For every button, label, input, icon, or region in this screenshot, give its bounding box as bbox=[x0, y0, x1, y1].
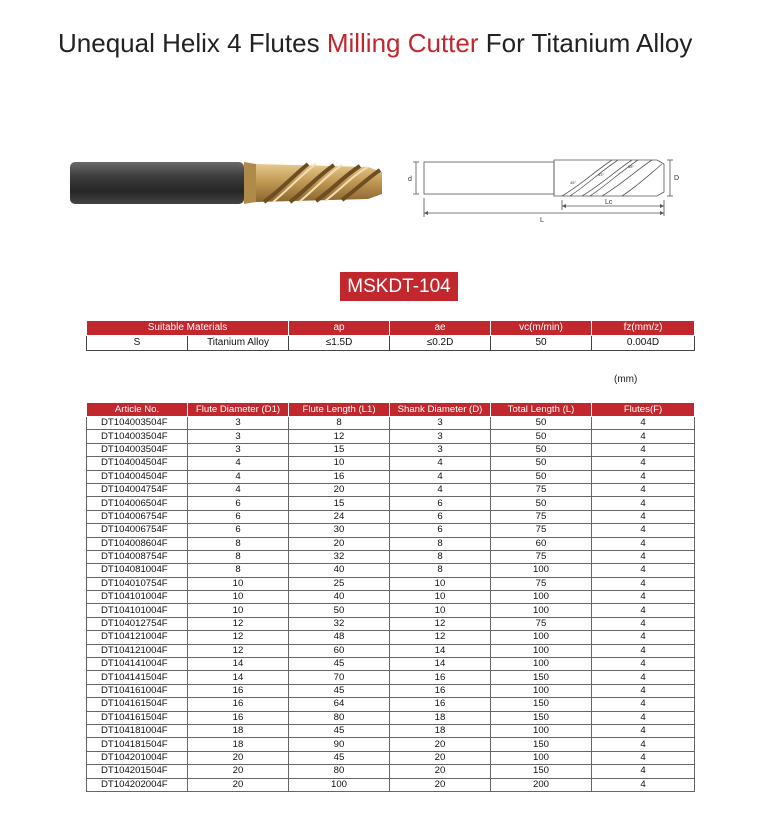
table-cell: 100 bbox=[289, 778, 390, 791]
table-cell: DT104101004F bbox=[87, 604, 188, 617]
table-cell: 4 bbox=[592, 483, 695, 496]
spec-header-cell: Article No. bbox=[87, 403, 188, 417]
table-cell: 50 bbox=[491, 430, 592, 443]
table-cell: 60 bbox=[289, 644, 390, 657]
spec-table-body bbox=[87, 417, 695, 792]
table-cell: 45 bbox=[289, 658, 390, 671]
table-cell: 50 bbox=[491, 457, 592, 470]
table-cell: 12 bbox=[188, 644, 289, 657]
table-cell: 16 bbox=[188, 684, 289, 697]
table-cell: 10 bbox=[188, 591, 289, 604]
table-cell: 200 bbox=[491, 778, 592, 791]
table-cell: DT104181504F bbox=[87, 738, 188, 751]
table-cell: DT104081004F bbox=[87, 564, 188, 577]
table-cell: 4 bbox=[592, 443, 695, 456]
table-cell: 4 bbox=[390, 470, 491, 483]
conditions-cell: ≤0.2D bbox=[390, 336, 491, 351]
table-row bbox=[87, 698, 695, 711]
table-cell: 6 bbox=[390, 510, 491, 523]
table-cell: 10 bbox=[188, 577, 289, 590]
table-cell: 4 bbox=[592, 577, 695, 590]
table-cell: 4 bbox=[592, 591, 695, 604]
table-cell: 3 bbox=[390, 443, 491, 456]
conditions-cell: 50 bbox=[491, 336, 592, 351]
table-cell: 100 bbox=[491, 684, 592, 697]
drawing-label-Lc: Lc bbox=[605, 199, 613, 206]
table-cell: DT104121004F bbox=[87, 644, 188, 657]
table-cell: 64 bbox=[289, 698, 390, 711]
table-cell: 75 bbox=[491, 524, 592, 537]
table-cell: DT104201504F bbox=[87, 765, 188, 778]
table-cell: 15 bbox=[289, 443, 390, 456]
table-cell: 10 bbox=[289, 457, 390, 470]
table-cell: 6 bbox=[390, 497, 491, 510]
table-cell: 8 bbox=[188, 550, 289, 563]
table-cell: 18 bbox=[390, 724, 491, 737]
table-cell: 100 bbox=[491, 644, 592, 657]
conditions-header-fz: fz(mm/z) bbox=[592, 321, 695, 336]
table-cell: DT104121004F bbox=[87, 631, 188, 644]
table-cell: 14 bbox=[390, 658, 491, 671]
table-cell: 4 bbox=[592, 417, 695, 430]
table-cell: DT104161004F bbox=[87, 684, 188, 697]
table-cell: 24 bbox=[289, 510, 390, 523]
unit-label: (mm) bbox=[614, 374, 638, 385]
drawing-label-D: D bbox=[674, 175, 680, 182]
table-cell: 100 bbox=[491, 604, 592, 617]
drawing-label-angle1: 45° bbox=[570, 180, 577, 185]
table-cell: 100 bbox=[491, 631, 592, 644]
table-cell: 20 bbox=[390, 765, 491, 778]
page-title bbox=[58, 28, 718, 59]
table-cell: DT104006754F bbox=[87, 510, 188, 523]
table-cell: 15 bbox=[289, 497, 390, 510]
title-text-end: For Titanium Alloy bbox=[478, 28, 693, 58]
specifications-table bbox=[86, 402, 695, 792]
table-cell: 48 bbox=[289, 631, 390, 644]
table-cell: 20 bbox=[289, 483, 390, 496]
table-row bbox=[87, 617, 695, 630]
table-cell: 45 bbox=[289, 724, 390, 737]
conditions-cell: 0.004D bbox=[592, 336, 695, 351]
table-cell: 16 bbox=[390, 698, 491, 711]
table-cell: 20 bbox=[390, 778, 491, 791]
table-cell: DT104202004F bbox=[87, 778, 188, 791]
table-row bbox=[87, 644, 695, 657]
table-row bbox=[87, 537, 695, 550]
table-row bbox=[87, 577, 695, 590]
table-cell: 50 bbox=[289, 604, 390, 617]
table-cell: 100 bbox=[491, 658, 592, 671]
table-row bbox=[87, 765, 695, 778]
table-row bbox=[87, 510, 695, 523]
table-cell: 4 bbox=[188, 470, 289, 483]
table-cell: 4 bbox=[592, 497, 695, 510]
table-row bbox=[87, 564, 695, 577]
table-cell: 50 bbox=[491, 443, 592, 456]
table-cell: 4 bbox=[592, 524, 695, 537]
conditions-cell: S bbox=[87, 336, 188, 351]
table-cell: 6 bbox=[390, 524, 491, 537]
table-cell: 25 bbox=[289, 577, 390, 590]
table-cell: DT104004504F bbox=[87, 470, 188, 483]
table-cell: 4 bbox=[592, 671, 695, 684]
conditions-header-ap: ap bbox=[289, 321, 390, 336]
table-cell: 4 bbox=[592, 658, 695, 671]
table-cell: 4 bbox=[592, 698, 695, 711]
table-cell: DT104008604F bbox=[87, 537, 188, 550]
table-cell: 14 bbox=[390, 644, 491, 657]
table-cell: 8 bbox=[390, 537, 491, 550]
drawing-label-angle3: 38° bbox=[628, 164, 635, 169]
table-cell: 16 bbox=[390, 671, 491, 684]
table-cell: 150 bbox=[491, 711, 592, 724]
table-cell: 20 bbox=[390, 738, 491, 751]
table-cell: 12 bbox=[390, 631, 491, 644]
end-mill-photo bbox=[68, 158, 384, 208]
table-cell: 100 bbox=[491, 564, 592, 577]
table-cell: 50 bbox=[491, 417, 592, 430]
table-cell: 10 bbox=[390, 577, 491, 590]
table-cell: 75 bbox=[491, 510, 592, 523]
table-row bbox=[87, 738, 695, 751]
table-cell: 32 bbox=[289, 550, 390, 563]
table-cell: DT104161504F bbox=[87, 698, 188, 711]
table-cell: 3 bbox=[390, 417, 491, 430]
conditions-header-ae: ae bbox=[390, 321, 491, 336]
drawing-label-angle2: 43° bbox=[598, 172, 605, 177]
table-cell: 4 bbox=[592, 738, 695, 751]
table-cell: 80 bbox=[289, 711, 390, 724]
table-cell: 14 bbox=[188, 671, 289, 684]
table-cell: 4 bbox=[592, 537, 695, 550]
title-text-start: Unequal Helix 4 Flutes bbox=[58, 28, 327, 58]
table-cell: 8 bbox=[289, 417, 390, 430]
table-cell: 150 bbox=[491, 738, 592, 751]
table-cell: 20 bbox=[390, 751, 491, 764]
table-cell: 4 bbox=[592, 617, 695, 630]
table-cell: 20 bbox=[188, 751, 289, 764]
table-cell: 4 bbox=[592, 550, 695, 563]
table-cell: 70 bbox=[289, 671, 390, 684]
table-cell: 12 bbox=[188, 617, 289, 630]
spec-header-cell: Total Length (L) bbox=[491, 403, 592, 417]
spec-header-cell: Shank Diameter (D) bbox=[390, 403, 491, 417]
table-cell: DT104161504F bbox=[87, 711, 188, 724]
table-cell: 4 bbox=[592, 470, 695, 483]
table-row bbox=[87, 497, 695, 510]
table-cell: 3 bbox=[188, 430, 289, 443]
table-row bbox=[87, 751, 695, 764]
table-row bbox=[87, 671, 695, 684]
table-cell: 4 bbox=[592, 457, 695, 470]
table-row bbox=[87, 591, 695, 604]
table-cell: 4 bbox=[592, 430, 695, 443]
table-row bbox=[87, 457, 695, 470]
table-cell: 8 bbox=[390, 550, 491, 563]
table-row bbox=[87, 724, 695, 737]
table-cell: 6 bbox=[188, 524, 289, 537]
table-cell: 100 bbox=[491, 751, 592, 764]
table-cell: DT104003504F bbox=[87, 443, 188, 456]
table-row bbox=[87, 631, 695, 644]
table-cell: 4 bbox=[592, 684, 695, 697]
table-row bbox=[87, 711, 695, 724]
table-cell: 6 bbox=[188, 510, 289, 523]
table-cell: 10 bbox=[188, 604, 289, 617]
table-cell: 4 bbox=[592, 631, 695, 644]
table-cell: 8 bbox=[390, 564, 491, 577]
table-cell: 18 bbox=[390, 711, 491, 724]
table-row bbox=[87, 483, 695, 496]
title-accent-text: Milling Cutter bbox=[326, 28, 479, 58]
table-cell: 4 bbox=[592, 564, 695, 577]
conditions-header-materials: Suitable Materials bbox=[87, 321, 289, 336]
table-cell: 3 bbox=[390, 430, 491, 443]
table-cell: 150 bbox=[491, 698, 592, 711]
table-cell: 16 bbox=[188, 711, 289, 724]
table-cell: 32 bbox=[289, 617, 390, 630]
table-cell: 40 bbox=[289, 564, 390, 577]
table-cell: 60 bbox=[491, 537, 592, 550]
table-cell: 12 bbox=[188, 631, 289, 644]
conditions-header-vc: vc(m/min) bbox=[491, 321, 592, 336]
table-cell: 6 bbox=[188, 497, 289, 510]
table-cell: 4 bbox=[188, 457, 289, 470]
table-row bbox=[87, 604, 695, 617]
conditions-header-row bbox=[87, 321, 695, 336]
table-row bbox=[87, 524, 695, 537]
table-row bbox=[87, 550, 695, 563]
spec-header-cell: Flutes(F) bbox=[592, 403, 695, 417]
table-cell: 150 bbox=[491, 765, 592, 778]
table-cell: DT104012754F bbox=[87, 617, 188, 630]
table-cell: 16 bbox=[188, 698, 289, 711]
table-cell: DT104181004F bbox=[87, 724, 188, 737]
table-cell: DT104003504F bbox=[87, 430, 188, 443]
table-cell: DT104010754F bbox=[87, 577, 188, 590]
table-cell: 4 bbox=[592, 604, 695, 617]
table-cell: DT104101004F bbox=[87, 591, 188, 604]
table-cell: 4 bbox=[592, 751, 695, 764]
table-cell: 75 bbox=[491, 577, 592, 590]
shank-body bbox=[70, 162, 244, 204]
table-cell: DT104006504F bbox=[87, 497, 188, 510]
table-cell: 50 bbox=[491, 470, 592, 483]
table-row bbox=[87, 470, 695, 483]
table-cell: 75 bbox=[491, 550, 592, 563]
table-cell: 4 bbox=[592, 711, 695, 724]
table-cell: 8 bbox=[188, 537, 289, 550]
spec-header-row bbox=[87, 403, 695, 417]
table-cell: 75 bbox=[491, 483, 592, 496]
table-cell: 20 bbox=[188, 765, 289, 778]
table-cell: 45 bbox=[289, 684, 390, 697]
table-row bbox=[87, 658, 695, 671]
table-row bbox=[87, 430, 695, 443]
table-cell: DT104008754F bbox=[87, 550, 188, 563]
table-cell: 14 bbox=[188, 658, 289, 671]
table-cell: 3 bbox=[188, 417, 289, 430]
table-cell: 100 bbox=[491, 591, 592, 604]
table-cell: DT104003504F bbox=[87, 417, 188, 430]
table-row bbox=[87, 443, 695, 456]
table-cell: 100 bbox=[491, 724, 592, 737]
table-cell: 20 bbox=[188, 778, 289, 791]
table-cell: 18 bbox=[188, 724, 289, 737]
table-cell: 50 bbox=[491, 497, 592, 510]
table-cell: 16 bbox=[390, 684, 491, 697]
table-cell: 4 bbox=[592, 765, 695, 778]
table-cell: DT104006754F bbox=[87, 524, 188, 537]
table-cell: 3 bbox=[188, 443, 289, 456]
technical-drawing bbox=[402, 150, 692, 230]
table-cell: 30 bbox=[289, 524, 390, 537]
table-cell: 150 bbox=[491, 671, 592, 684]
table-cell: 12 bbox=[390, 617, 491, 630]
table-cell: 20 bbox=[289, 537, 390, 550]
table-row bbox=[87, 684, 695, 697]
table-cell: 18 bbox=[188, 738, 289, 751]
table-cell: 80 bbox=[289, 765, 390, 778]
table-cell: 10 bbox=[390, 604, 491, 617]
spec-header-cell: Flute Diameter (D1) bbox=[188, 403, 289, 417]
table-row bbox=[87, 417, 695, 430]
table-cell: 45 bbox=[289, 751, 390, 764]
table-cell: 12 bbox=[289, 430, 390, 443]
table-cell: DT104141504F bbox=[87, 671, 188, 684]
drawing-label-d: d bbox=[408, 176, 412, 183]
conditions-cell: Titanium Alloy bbox=[188, 336, 289, 351]
table-cell: DT104141004F bbox=[87, 658, 188, 671]
table-cell: DT104004754F bbox=[87, 483, 188, 496]
table-cell: 4 bbox=[390, 483, 491, 496]
drawing-label-L: L bbox=[540, 217, 544, 224]
model-badge: MSKDT-104 bbox=[340, 272, 458, 301]
table-cell: DT104201004F bbox=[87, 751, 188, 764]
conditions-row bbox=[87, 336, 695, 351]
table-row bbox=[87, 778, 695, 791]
conditions-cell: ≤1.5D bbox=[289, 336, 390, 351]
table-cell: 10 bbox=[390, 591, 491, 604]
table-cell: 8 bbox=[188, 564, 289, 577]
table-cell: DT104004504F bbox=[87, 457, 188, 470]
table-cell: 4 bbox=[592, 778, 695, 791]
cutting-conditions-table bbox=[86, 320, 695, 351]
table-cell: 90 bbox=[289, 738, 390, 751]
table-cell: 40 bbox=[289, 591, 390, 604]
table-cell: 4 bbox=[390, 457, 491, 470]
table-cell: 75 bbox=[491, 617, 592, 630]
spec-header-cell: Flute Length (L1) bbox=[289, 403, 390, 417]
table-cell: 4 bbox=[592, 724, 695, 737]
table-cell: 4 bbox=[592, 510, 695, 523]
table-cell: 4 bbox=[188, 483, 289, 496]
neck bbox=[244, 162, 256, 204]
table-cell: 4 bbox=[592, 644, 695, 657]
table-cell: 16 bbox=[289, 470, 390, 483]
